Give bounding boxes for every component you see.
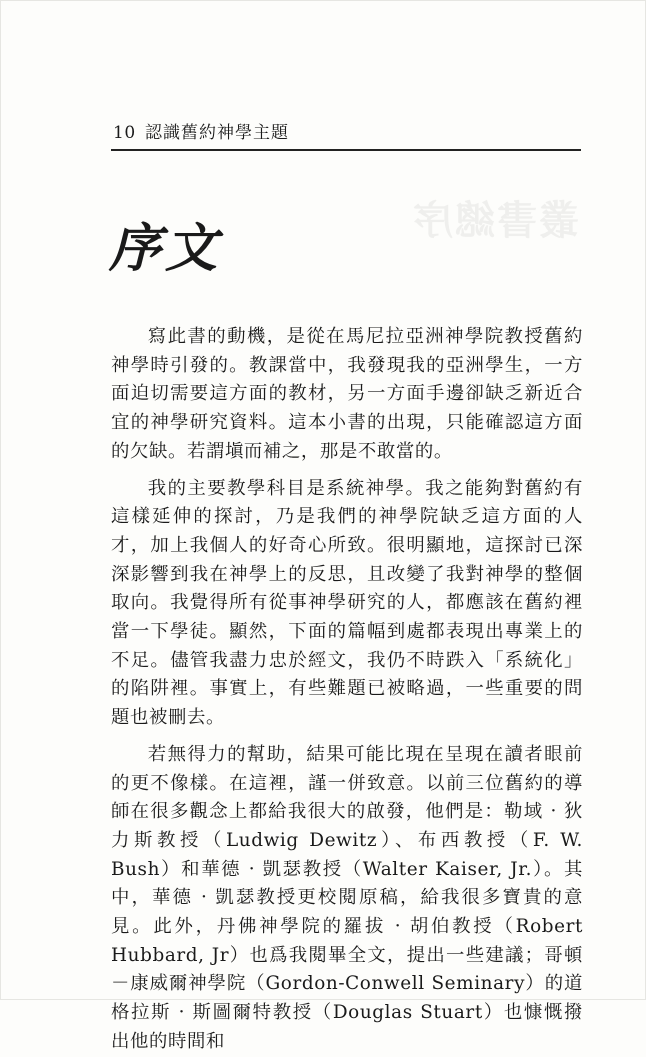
paragraph-1: 寫此書的動機，是從在馬尼拉亞洲神學院教授舊約神學時引發的。教課當中，我發現我的亞洲學生，一方面迫切需要這方面的教材，另一方面手邊卻缺乏新近合宜的神學研究資料。這本小書的出現，只能確認這方面的欠缺。若謂塡而補之，那是不敢當的。	[111, 326, 583, 462]
body-text	[111, 323, 583, 1057]
running-header	[111, 119, 581, 151]
section-title: 序文	[109, 218, 222, 279]
page-number: 10	[113, 123, 136, 143]
show-through-text: 叢書總序	[411, 197, 579, 244]
running-title: 認識舊約神學主題	[145, 123, 289, 143]
paragraph-2: 我的主要教學科目是系統神學。我之能夠對舊約有這樣延伸的探討，乃是我們的神學院缺乏這方面的人才，加上我個人的好奇心所致。很明顯地，這探討已深深影響到我在神學上的反思，且改變了我對神學的整個取向。我覺得所有從事神學研究的人，都應該在舊約裡當一下學徒。顯然，下面的篇幅到處都表現出專業上的不足。儘管我盡力忠於經文，我仍不時跌入「系統化」的陷阱裡。事實上，有些難題已被略過，一些重要的問題也被刪去。	[111, 477, 583, 729]
paragraph-3: 若無得力的幫助，結果可能比現在呈現在讀者眼前的更不像樣。在這裡，謹一併致意。以前三位舊約的導師在很多觀念上都給我很大的啟發，他們是：勒域 · 狄力斯教授（Ludwig Dewitz）、布西教授（F. W. Bush）和華德 · 凱瑟教授（Walter Kaiser, Jr.）。其中，華德 · 凱瑟教授更校閱原稿，給我很多寶貴的意見。此外，丹佛神學院的羅拔 · 胡伯教授（Robert Hubbard, Jr）也爲我閱畢全文，提出一些建議；哥頓－康威爾神學院（Gordon-Conwell Seminary）的道格拉斯 · 斯圖爾特教授（Douglas Stuart）也慷慨撥出他的時間和	[111, 743, 583, 1052]
